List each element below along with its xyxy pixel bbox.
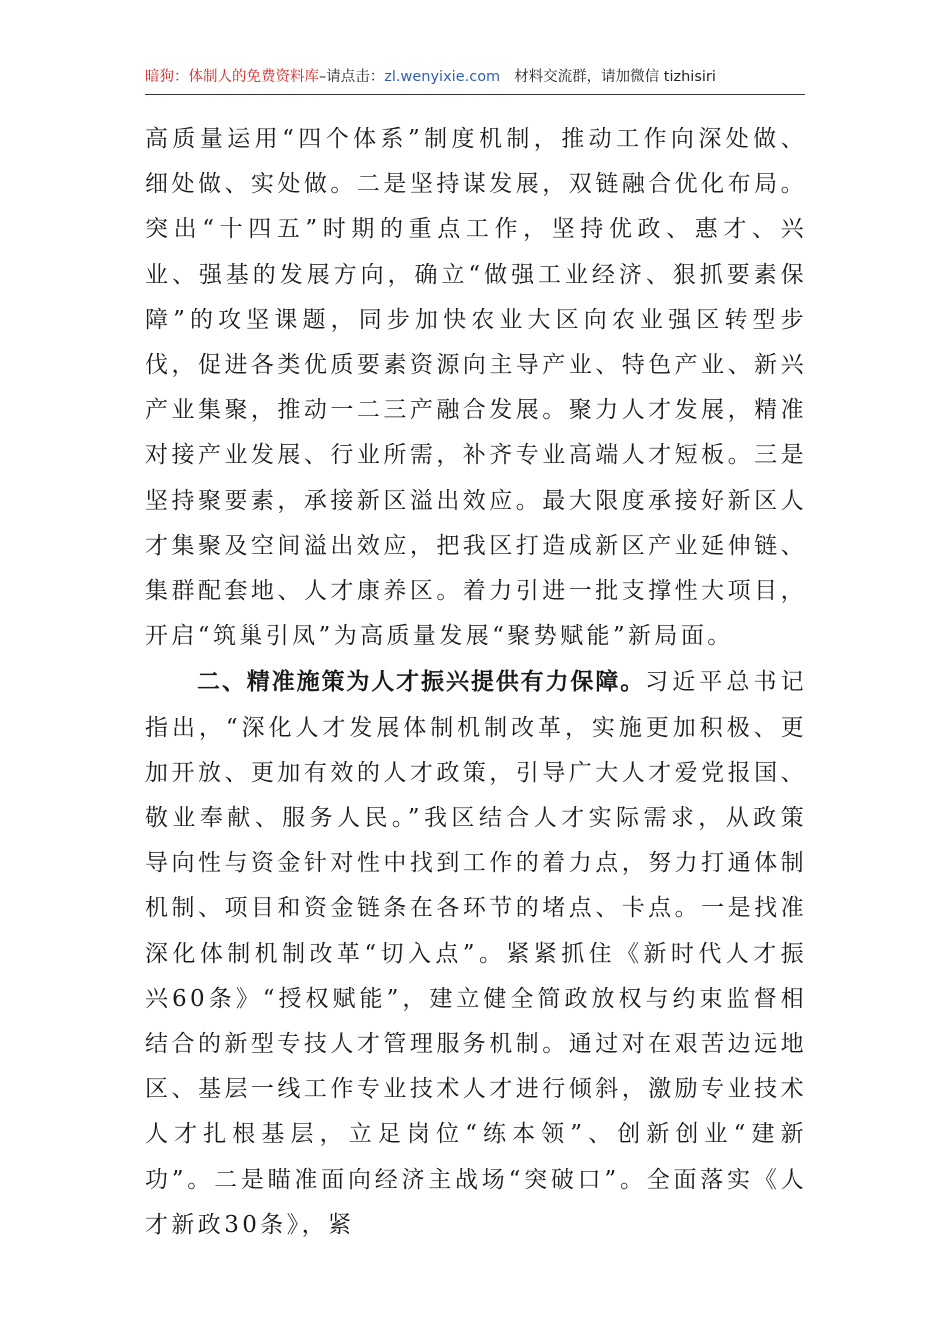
paragraph-2 xyxy=(145,659,807,1248)
header-click-prompt: –请点击： xyxy=(319,69,385,85)
paragraph-1: 高质量运用“四个体系”制度机制，推动工作向深处做、细处做、实处做。二是坚持谋发展，双链融合优化布局。突出“十四五”时期的重点工作，坚持优政、惠才、兴业、强基的发展方向，确立“做强工业经济、狠抓要素保障”的攻坚课题，同步加快农业大区向农业强区转型步伐，促进各类优质要素资源向主导产业、特色产业、新兴产业集聚，推动一二三产融合发展。聚力人才发展，精准对接产业发展、行业所需，补齐专业高端人才短板。三是坚持聚要素，承接新区溢出效应。最大限度承接好新区人才集聚及空间溢出效应，把我区打造成新区产业延伸链、集群配套地、人才康养区。着力引进一批支撑性大项目，开启“筑巢引凤”为高质量发展“聚势赋能”新局面。 xyxy=(145,126,807,650)
header-contact-text: 材料交流群，请加微信 tizhisiri xyxy=(514,69,716,85)
page-header xyxy=(145,66,805,95)
document-body xyxy=(145,117,807,1248)
header-brand-text: 暗狗：体制人的免费资料库 xyxy=(145,69,319,85)
paragraph-2-body: 习近平总书记指出，“深化人才发展体制机制改革，实施更加积极、更加开放、更加有效的人才政策，引导广大人才爱党报国、敬业奉献、服务人民。”我区结合人才实际需求，从政策导向性与资金针对性中找到工作的着力点，努力打通体制机制、项目和资金链条在各环节的堵点、卡点。一是找准深化体制机制改革“切入点”。紧紧抓住《新时代人才振兴60条》“授权赋能”，建立健全简政放权与约束监督相结合的新型专技人才管理服务机制。通过对在艰苦边远地区、基层一线工作专业技术人才进行倾斜，激励专业技术人才扎根基层，立足岗位“练本领”、创新创业“建新功”。二是瞄准面向经济主战场“突破口”。全面落实《人才新政30条》，紧 xyxy=(145,669,807,1238)
header-link[interactable]: zl.wenyixie.com xyxy=(384,69,501,85)
section-heading: 二、精准施策为人才振兴提供有力保障。 xyxy=(197,668,646,696)
